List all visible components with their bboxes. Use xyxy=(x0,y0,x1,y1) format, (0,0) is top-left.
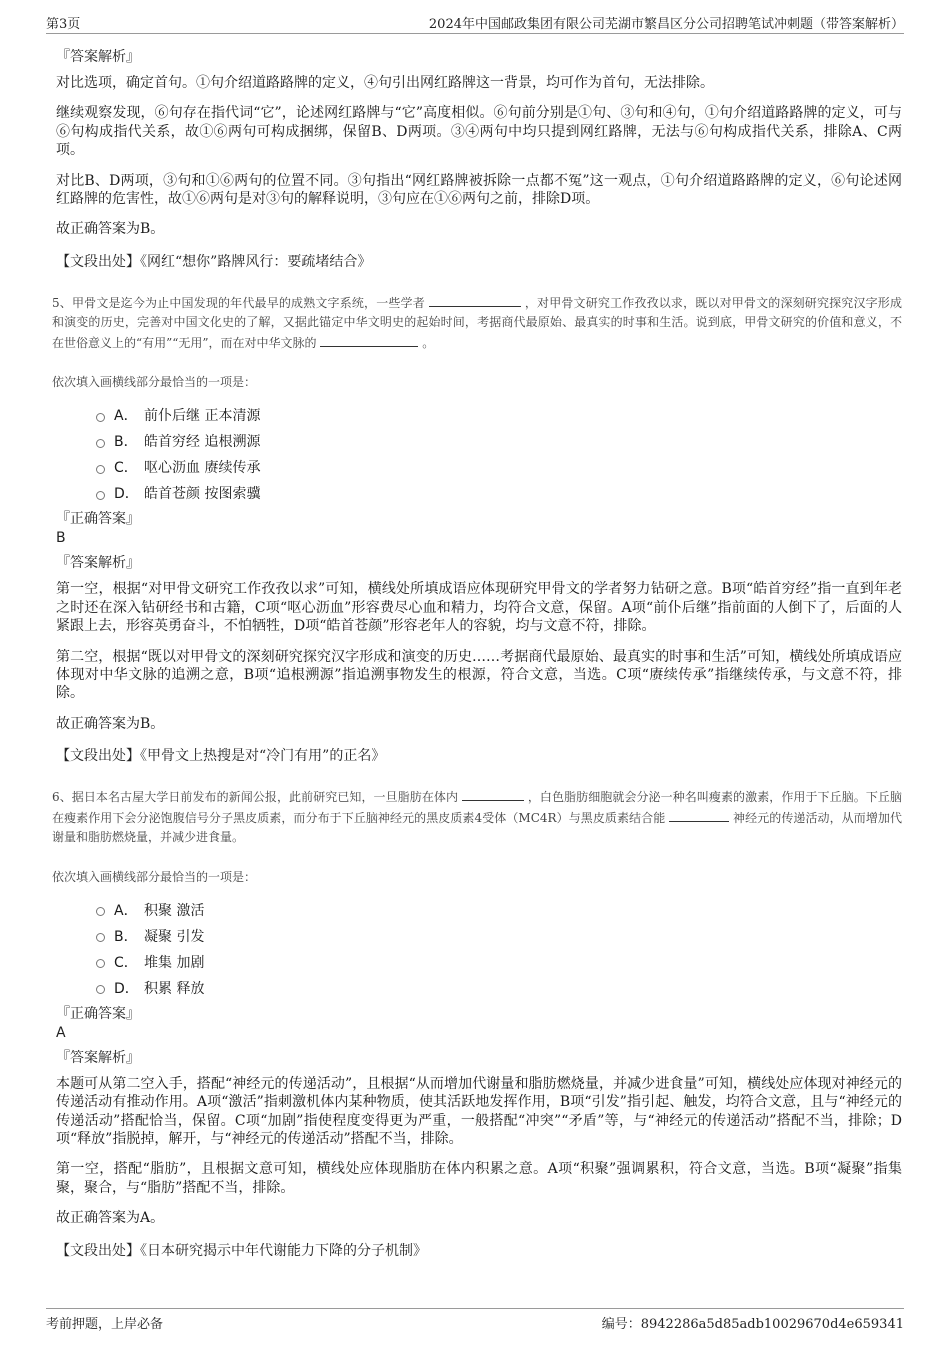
q5-analysis-para-2: 第二空，根据“既以对甲骨文的深刻研究探究汉字形成和演变的历史……考据商代最原始、最真实的时事和生活”可知，横线处所填成语应体现对中华文脉的追溯之意，B项“追根溯源”指追溯事物发生的根源，符合文意，当选。C项“赓续传承”指继续传承，与文意不符，排除。 xyxy=(56,648,902,702)
q5-options xyxy=(96,402,902,506)
q6-option-d[interactable]: D． 积累 释放 xyxy=(96,975,902,1001)
document-body xyxy=(52,48,902,1282)
q5-option-c[interactable]: C． 呕心沥血 赓续传承 xyxy=(96,454,902,480)
q6-instruction: 依次填入画横线部分最恰当的一项是： xyxy=(52,869,257,884)
q5-stem-part-3: 。 xyxy=(422,335,435,350)
q5-blank-2 xyxy=(320,333,418,347)
q5-option-d[interactable]: D． 皓首苍颜 按图索骥 xyxy=(96,480,902,506)
q5-correct-label: 『正确答案』 xyxy=(56,511,140,528)
q6-stem xyxy=(52,787,902,848)
radio-icon[interactable] xyxy=(96,439,105,448)
q4-conclusion: 故正确答案为B。 xyxy=(56,221,165,238)
q5-stem-part-1: 5、甲骨文是迄今为止中国发现的年代最早的成熟文字系统，一些学者 xyxy=(52,295,425,310)
q5-analysis-label: 『答案解析』 xyxy=(56,555,140,572)
q6-source: 【文段出处】《日本研究揭示中年代谢能力下降的分子机制》 xyxy=(56,1242,427,1259)
radio-icon[interactable] xyxy=(96,413,105,422)
radio-icon[interactable] xyxy=(96,985,105,994)
document-title: 2024年中国邮政集团有限公司芜湖市繁昌区分公司招聘笔试冲刺题（带答案解析） xyxy=(428,17,904,32)
radio-icon[interactable] xyxy=(96,491,105,500)
q4-source: 【文段出处】《网红“想你”路牌风行：要疏堵结合》 xyxy=(56,253,372,270)
q6-conclusion: 故正确答案为A。 xyxy=(56,1210,165,1227)
q6-stem-part-2: ，白色脂肪细胞就会分泌一种名叫瘦素的激素，作用于下丘脑。下丘脑在瘦素作用下会分泌饱腹信号分子黑皮质素，而分布于下丘脑神经元的黑皮质素4受体（MC4R）与黑皮质素结合能 xyxy=(52,790,902,825)
q6-options xyxy=(96,897,902,1001)
radio-icon[interactable] xyxy=(96,465,105,474)
radio-icon[interactable] xyxy=(96,933,105,942)
q4-analysis-label: 『答案解析』 xyxy=(56,49,140,65)
q4-analysis-para-3: 对比B、D两项，③句和①⑥两句的位置不同。③句指出“网红路牌被拆除一点都不冤”这一观点，①句介绍道路路牌的定义，⑥句论述网红路牌的危害性，故①⑥两句是对③句的解释说明，③句应在①⑥两句之前，排除D项。 xyxy=(56,172,902,208)
q5-option-a[interactable]: A． 前仆后继 正本清源 xyxy=(96,402,902,428)
q5-option-b[interactable]: B． 皓首穷经 追根溯源 xyxy=(96,428,902,454)
page-footer xyxy=(46,1308,904,1331)
q6-correct-label: 『正确答案』 xyxy=(56,1005,140,1022)
q5-answer: B xyxy=(56,530,66,547)
q4-analysis-para-1: 对比选项，确定首句。①句介绍道路路牌的定义，④句引出网红路牌这一背景，均可作为首句，无法排除。 xyxy=(56,75,714,91)
q5-stem xyxy=(52,293,902,354)
page-number: 第3页 xyxy=(46,17,81,32)
footer-serial: 编号：8942286a5d85adb10029670d4e659341 xyxy=(601,1317,904,1332)
q6-answer: A xyxy=(56,1024,66,1041)
q4-analysis-para-2: 继续观察发现，⑥句存在指代词“它”，论述网红路牌与“它”高度相似。⑥句前分别是①句、③句和④句，①句介绍道路路牌的定义，可与⑥句构成指代关系，故①⑥两句可构成捆绑，保留B、D两项。③④两句中均只提到网红路牌，无法与⑥句构成指代关系，排除A、C两项。 xyxy=(56,105,902,159)
q6-analysis-label: 『答案解析』 xyxy=(56,1049,140,1066)
q5-blank-1 xyxy=(429,293,521,307)
page-header xyxy=(46,13,904,34)
q5-source: 【文段出处】《甲骨文上热搜是对“冷门有用”的正名》 xyxy=(56,748,386,765)
q5-analysis-para-1: 第一空，根据“对甲骨文研究工作孜孜以求”可知，横线处所填成语应体现研究甲骨文的学者努力钻研之意。B项“皓首穷经”指一直到年老之时还在深入钻研经书和古籍，C项“呕心沥血”形容费尽心血和精力，均符合文意，保留。A项“前仆后继”指前面的人倒下了，后面的人紧跟上去，形容英勇奋斗，不怕牺牲，D项“皓首苍颜”形容老年人的容貌，均与文意不符，排除。 xyxy=(56,581,902,635)
q6-analysis-para-2: 第一空，搭配“脂肪”，且根据文意可知，横线处应体现脂肪在体内积累之意。A项“积聚”强调累积，符合文意，当选。B项“凝聚”指集聚，聚合，与“脂肪”搭配不当，排除。 xyxy=(56,1161,902,1196)
q5-instruction: 依次填入画横线部分最恰当的一项是： xyxy=(52,375,257,390)
q6-option-a[interactable]: A． 积聚 激活 xyxy=(96,897,902,923)
radio-icon[interactable] xyxy=(96,959,105,968)
q5-stem-part-2: ，对甲骨文研究工作孜孜以求，既以对甲骨文的深刻研究探究汉字形成和演变的历史，完善对中国文化史的了解，又据此锚定中华文明史的起始时间，考据商代最原始、最真实的时事和生活。说到底，甲骨文研究的价值和意义，不在世俗意义上的“有用”“无用”，而在对中华文脉的 xyxy=(52,295,902,350)
q6-stem-part-3: 神经元的传递活动，从而增加代谢量和脂肪燃烧量，并减少进食量。 xyxy=(52,810,902,845)
q6-option-c[interactable]: C． 堆集 加剧 xyxy=(96,949,902,975)
q6-blank-2 xyxy=(669,808,729,822)
q6-option-b[interactable]: B． 凝聚 引发 xyxy=(96,923,902,949)
q6-analysis-para-1: 本题可从第二空入手，搭配“神经元的传递活动”，且根据“从而增加代谢量和脂肪燃烧量，并减少进食量”可知，横线处应体现对神经元的传递活动有推动作用。A项“激活”指刺激机体内某种物质，使其活跃地发挥作用，B项“引发”指引起、触发，均符合文意，且与“神经元的传递活动”搭配恰当，保留。C项“加剧”指使程度变得更为严重，一般搭配“冲突”“矛盾”等，与“神经元的传递活动”搭配不当，排除；D项“释放”指脱掉，解开，与“神经元的传递活动”搭配不当，排除。 xyxy=(56,1075,902,1147)
q5-conclusion: 故正确答案为B。 xyxy=(56,715,165,732)
footer-slogan: 考前押题，上岸必备 xyxy=(46,1317,164,1332)
radio-icon[interactable] xyxy=(96,907,105,916)
q6-stem-part-1: 6、据日本名古屋大学日前发布的新闻公报，此前研究已知，一旦脂肪在体内 xyxy=(52,790,459,805)
q6-blank-1 xyxy=(462,787,524,801)
